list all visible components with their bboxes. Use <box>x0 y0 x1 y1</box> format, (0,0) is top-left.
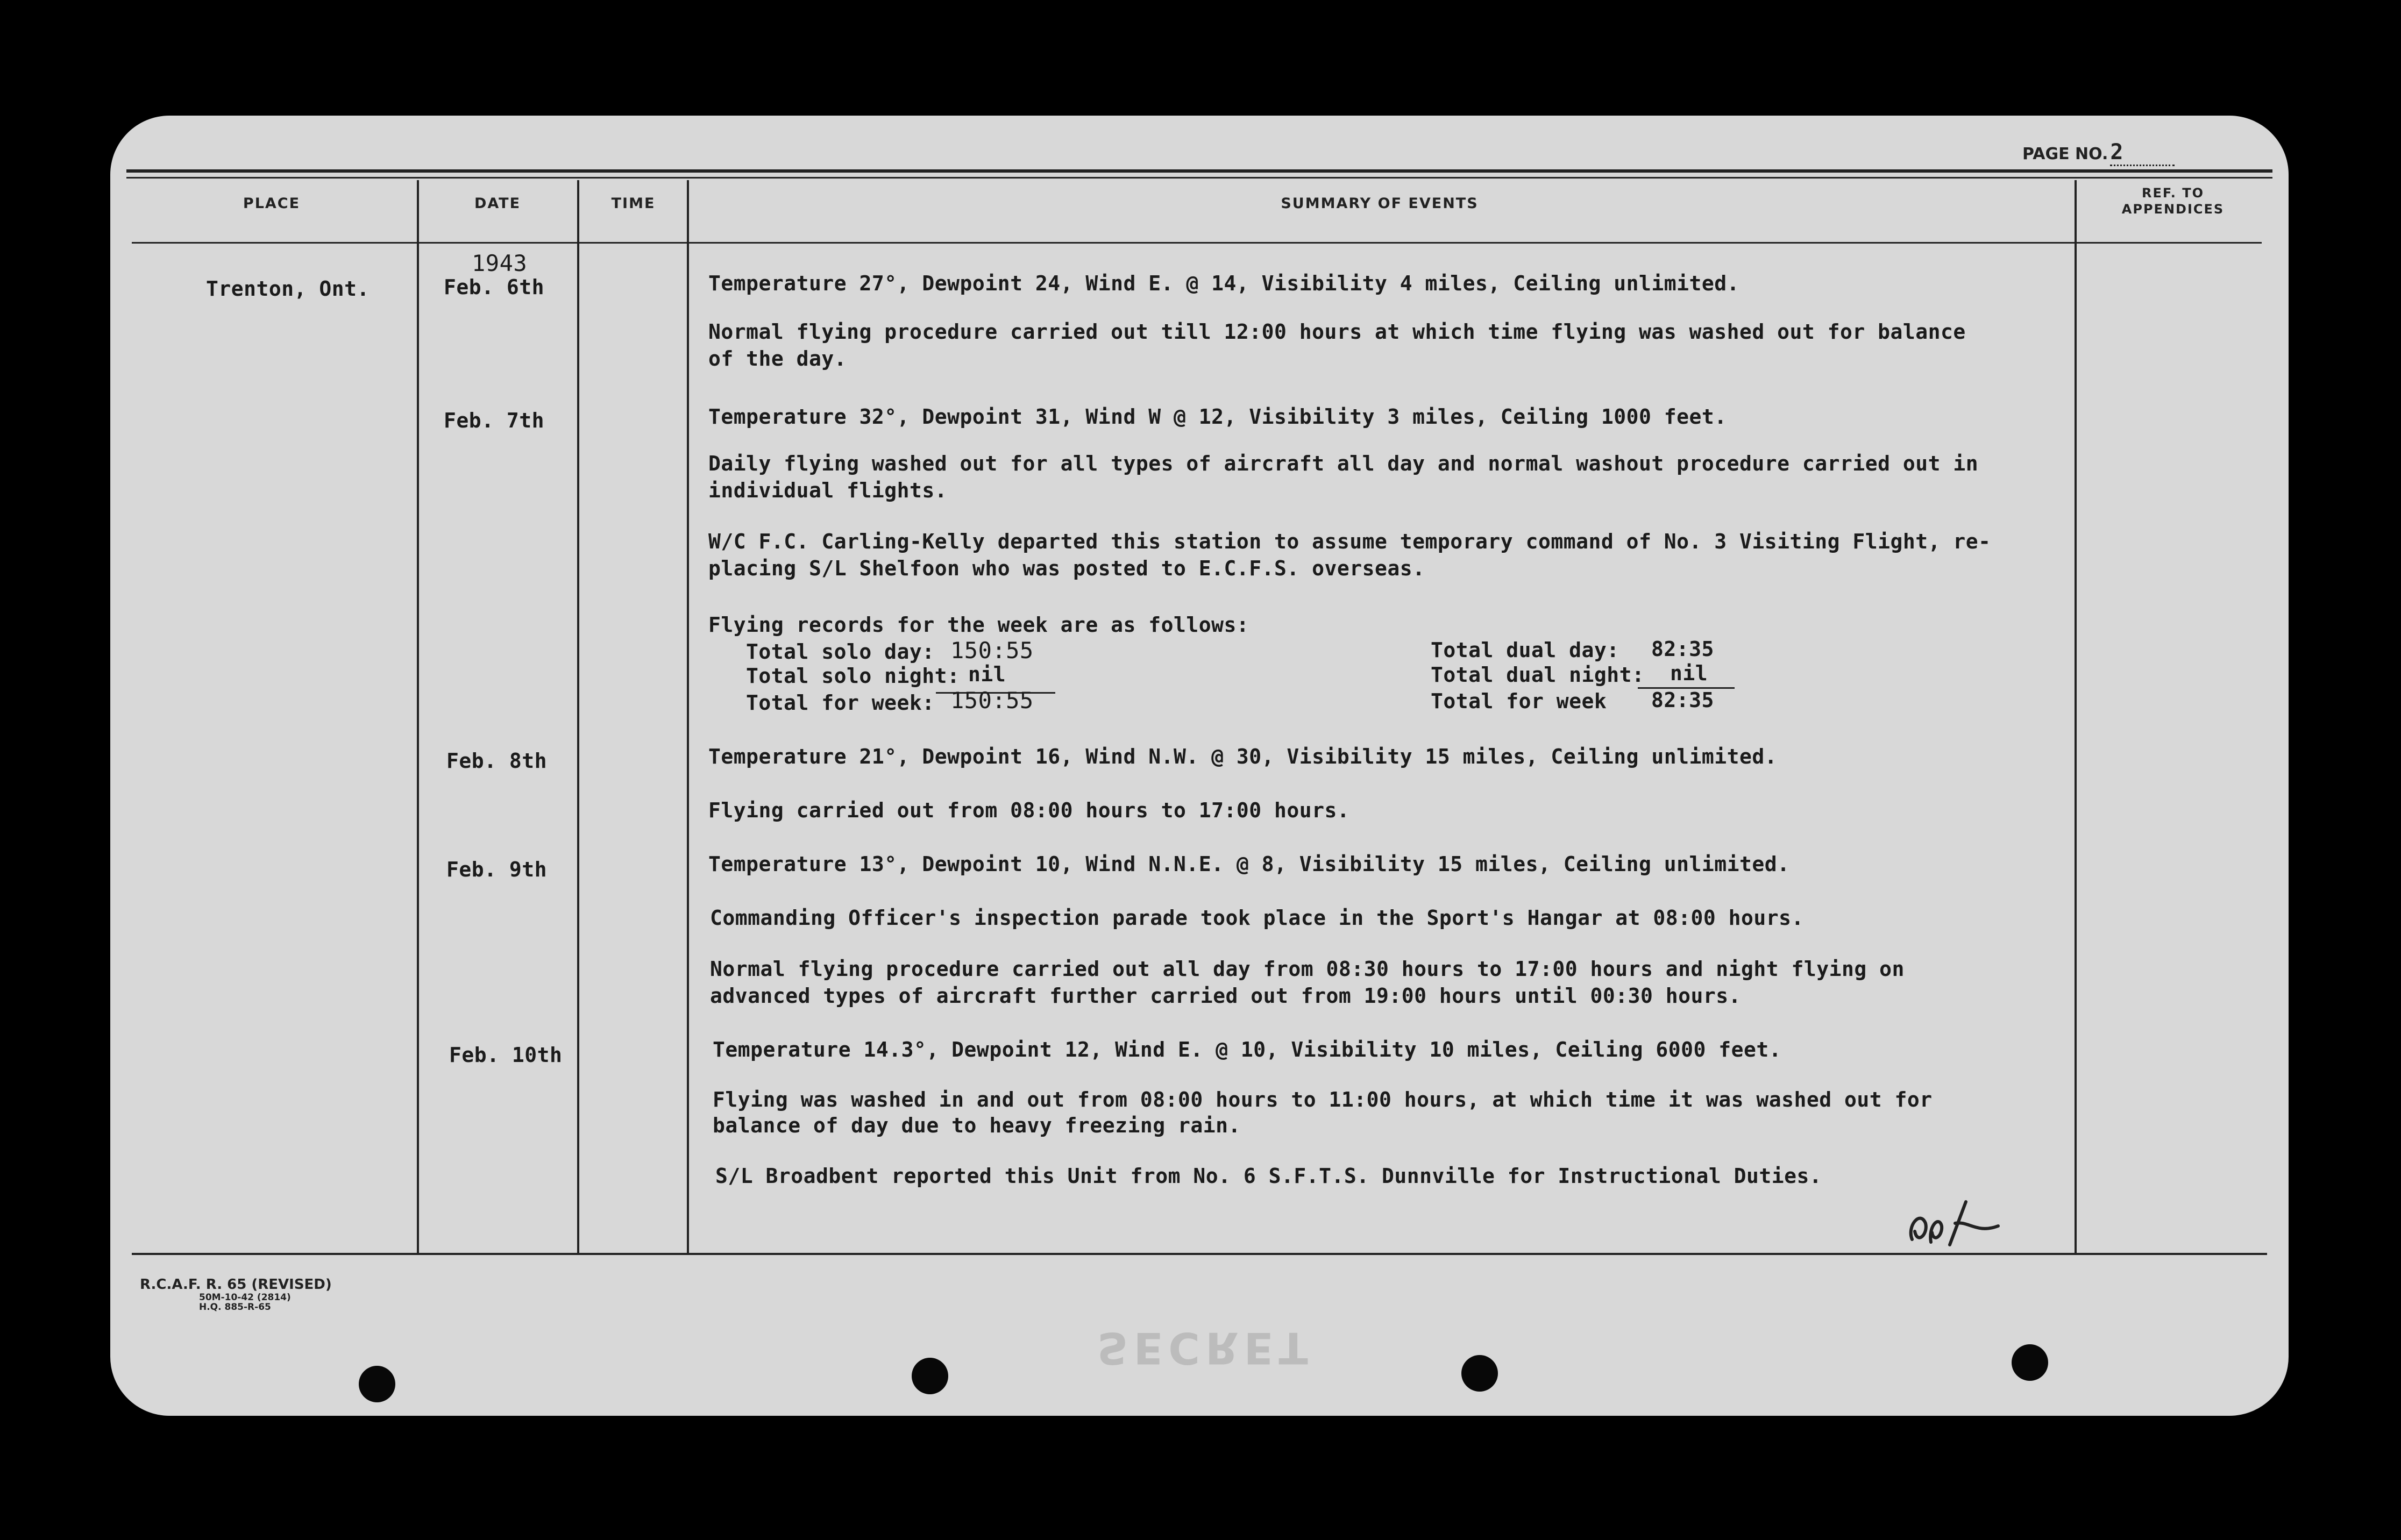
punch-hole <box>1461 1355 1498 1392</box>
entry-line: Flying carried out from 08:00 hours to 17:00 hours. <box>708 798 1350 822</box>
dual-week-label: Total for week <box>1431 689 1607 713</box>
solo-week-value: 150:55 <box>950 687 1034 714</box>
form-number <box>140 1277 332 1313</box>
dual-night-label: Total dual night: <box>1431 663 1645 687</box>
dual-week-value: 82:35 <box>1651 688 1714 712</box>
place-value: Trenton, Ont. <box>206 277 370 301</box>
date-feb-6: Feb. 6th <box>444 275 545 299</box>
page-number-value: 2 <box>2110 140 2175 166</box>
entry-line: individual flights. <box>708 479 948 502</box>
entry-line: Normal flying procedure carried out till 12:00 hours at which time flying was washed out for balance <box>708 320 1966 344</box>
header-summary: SUMMARY OF EVENTS <box>1281 195 1479 212</box>
entry-line: balance of day due to heavy freezing rain. <box>713 1114 1241 1137</box>
entry-line: Temperature 32°, Dewpoint 31, Wind W @ 12, Visibility 3 miles, Ceiling 1000 feet. <box>708 405 1727 429</box>
date-feb-8: Feb. 8th <box>446 749 548 773</box>
solo-night-value: nil <box>968 662 1006 686</box>
dual-night-value: nil <box>1670 661 1708 685</box>
column-divider-summary <box>2075 180 2077 1253</box>
header-ref-line1: REF. TO <box>2142 186 2204 201</box>
punch-hole <box>2012 1344 2048 1381</box>
entry-line: Temperature 27°, Dewpoint 24, Wind E. @ 14, Visibility 4 miles, Ceiling unlimited. <box>708 272 1739 295</box>
page-number-label: PAGE NO. <box>2022 145 2108 163</box>
column-divider-date <box>577 180 579 1253</box>
entry-line: Temperature 21°, Dewpoint 16, Wind N.W. @ 30, Visibility 15 miles, Ceiling unlimited. <box>708 745 1778 768</box>
entry-line: S/L Broadbent reported this Unit from No. 6 S.F.T.S. Dunnville for Instructional Duties. <box>715 1164 1822 1188</box>
date-feb-7: Feb. 7th <box>444 409 545 432</box>
entry-line: Flying records for the week are as follows: <box>708 613 1249 637</box>
date-feb-10: Feb. 10th <box>449 1043 563 1067</box>
entry-line: advanced types of aircraft further carried out from 19:00 hours until 00:30 hours. <box>710 984 1741 1008</box>
header-bottom-rule <box>132 242 2262 244</box>
solo-day-value: 150:55 <box>950 637 1034 664</box>
entry-line: Temperature 13°, Dewpoint 10, Wind N.N.E. @ 8, Visibility 15 miles, Ceiling unlimited. <box>708 852 1790 876</box>
year: 1943 <box>472 250 528 276</box>
entry-line: placing S/L Shelfoon who was posted to E.C.F.S. overseas. <box>708 557 1425 580</box>
page-number <box>2022 140 2175 166</box>
entry-line: Flying was washed in and out from 08:00 hours to 11:00 hours, at which time it was washed out for <box>713 1088 1933 1111</box>
diary-form-card <box>110 116 2289 1416</box>
dual-day-label: Total dual day: <box>1431 638 1619 662</box>
header-date: DATE <box>474 195 521 212</box>
column-divider-time <box>687 180 689 1253</box>
form-number-line3: H.Q. 885-R-65 <box>199 1302 271 1313</box>
entry-line: Daily flying washed out for all types of aircraft all day and normal washout procedure carried out in <box>708 452 1979 475</box>
form-number-line1: R.C.A.F. R. 65 (REVISED) <box>140 1277 332 1293</box>
entry-line: W/C F.C. Carling-Kelly departed this station to assume temporary command of No. 3 Visiting Flight, re- <box>708 530 1991 553</box>
dual-day-value: 82:35 <box>1651 637 1714 661</box>
form-number-line2: 50M-10-42 (2814) <box>199 1292 291 1303</box>
punch-hole <box>359 1366 395 1402</box>
solo-week-label: Total for week: <box>746 691 935 715</box>
entry-line: Commanding Officer's inspection parade took place in the Sport's Hangar at 08:00 hours. <box>710 906 1804 930</box>
solo-day-label: Total solo day: <box>746 640 935 664</box>
entry-line: of the day. <box>708 347 847 370</box>
header-time: TIME <box>611 195 656 212</box>
header-place: PLACE <box>243 195 301 212</box>
solo-night-label: Total solo night: <box>746 664 960 688</box>
entry-line: Normal flying procedure carried out all day from 08:30 hours to 17:00 hours and night flying on <box>710 957 1905 981</box>
column-divider-place <box>417 180 419 1253</box>
top-rule-thin <box>126 177 2272 179</box>
top-rule <box>126 169 2272 173</box>
signature-initials <box>1904 1194 2012 1258</box>
punch-hole <box>912 1358 948 1394</box>
secret-stamp: SECRET <box>1097 1323 1313 1373</box>
date-feb-9: Feb. 9th <box>446 858 548 881</box>
header-ref-line2: APPENDICES <box>2121 202 2225 217</box>
entry-line: Temperature 14.3°, Dewpoint 12, Wind E. @ 10, Visibility 10 miles, Ceiling 6000 feet. <box>713 1038 1782 1061</box>
